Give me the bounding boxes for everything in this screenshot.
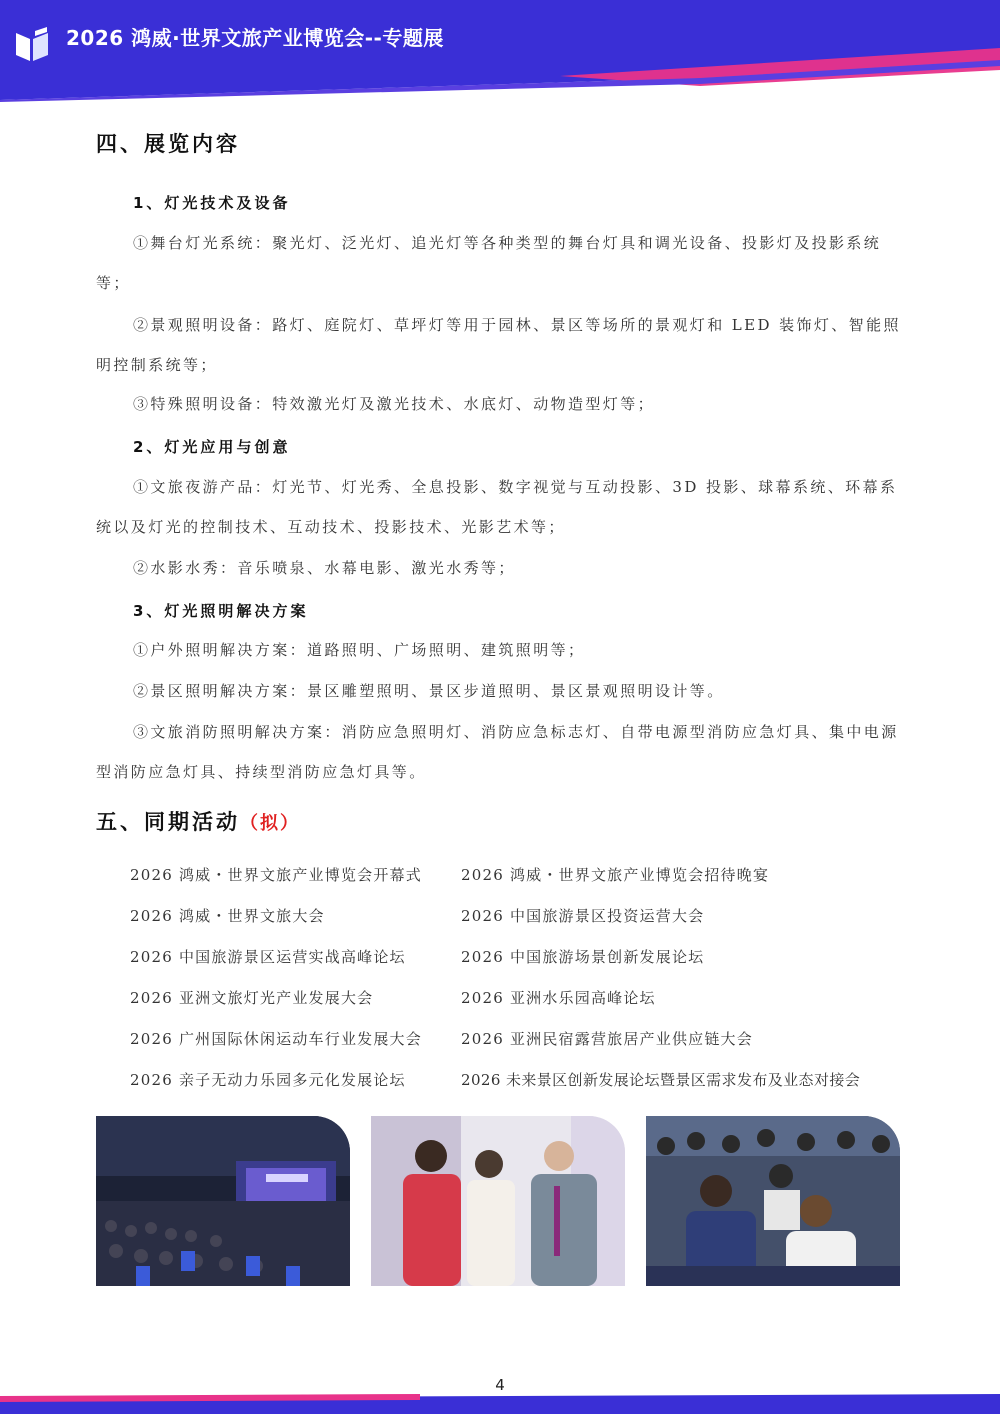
sub-heading-lighting-solutions: 3、灯光照明解决方案 [133, 602, 309, 620]
paragraph: ①文旅夜游产品：灯光节、灯光秀、全息投影、数字视觉与互动投影、3D 投影、球幕系统、环幕系统以及灯光的控制技术、互动技术、投影技术、光影艺术等； [96, 478, 898, 536]
event-item: 2026 亲子无动力乐园多元化发展论坛 [130, 1071, 406, 1089]
paragraph: ②景区照明解决方案：景区雕塑照明、景区步道照明、景区景观照明设计等。 [133, 682, 725, 700]
event-item: 2026 鸿威・世界文旅产业博览会招待晚宴 [461, 866, 770, 884]
paragraph: ①户外照明解决方案：道路照明、广场照明、建筑照明等； [133, 641, 586, 659]
event-item: 2026 未来景区创新发展论坛暨景区需求发布及业态对接会 [461, 1071, 861, 1089]
sub-heading-lighting-tech: 1、灯光技术及设备 [133, 194, 291, 212]
paragraph: ③特殊照明设备：特效激光灯及激光技术、水底灯、动物造型灯等； [133, 395, 656, 413]
section-title-text: 五、同期活动 [96, 810, 240, 834]
event-item: 2026 中国旅游场景创新发展论坛 [461, 948, 705, 966]
header-title: 2026 鸿威·世界文旅产业博览会--专题展 [66, 26, 444, 50]
networking-conversation-photo [371, 1116, 625, 1286]
footer-band [0, 1394, 1000, 1414]
event-item: 2026 鸿威・世界文旅大会 [130, 907, 325, 925]
event-item: 2026 亚洲水乐园高峰论坛 [461, 989, 656, 1007]
page-number: 4 [495, 1376, 505, 1394]
paragraph: ①舞台灯光系统：聚光灯、泛光灯、追光灯等各种类型的舞台灯具和调光设备、投影灯及投影系统等； [96, 234, 882, 292]
section-title-concurrent-events [96, 806, 300, 836]
paragraph: ③文旅消防照明解决方案：消防应急照明灯、消防应急标志灯、自带电源型消防应急灯具、集中电源型消防应急灯具、持续型消防应急灯具等。 [96, 723, 899, 781]
paragraph: ②水影水秀：音乐喷泉、水幕电影、激光水秀等； [133, 559, 516, 577]
audience-seated-photo [646, 1116, 900, 1286]
book-cube-icon [13, 27, 51, 65]
sub-heading-lighting-creative: 2、灯光应用与创意 [133, 438, 291, 456]
event-item: 2026 中国旅游景区投资运营大会 [461, 907, 705, 925]
event-item: 2026 广州国际休闲运动车行业发展大会 [130, 1030, 422, 1048]
event-item: 2026 亚洲文旅灯光产业发展大会 [130, 989, 374, 1007]
header-band [0, 0, 1000, 102]
tentative-mark: （拟） [240, 813, 300, 834]
event-item: 2026 鸿威・世界文旅产业博览会开幕式 [130, 866, 422, 884]
section-title-exhibition-content: 四、展览内容 [96, 132, 240, 156]
event-item: 2026 中国旅游景区运营实战高峰论坛 [130, 948, 406, 966]
event-item: 2026 亚洲民宿露营旅居产业供应链大会 [461, 1030, 753, 1048]
paragraph: ②景观照明设备：路灯、庭院灯、草坪灯等用于园林、景区等场所的景观灯和 LED 装饰灯、智能照明控制系统等； [96, 316, 901, 374]
conference-hall-photo [96, 1116, 350, 1286]
